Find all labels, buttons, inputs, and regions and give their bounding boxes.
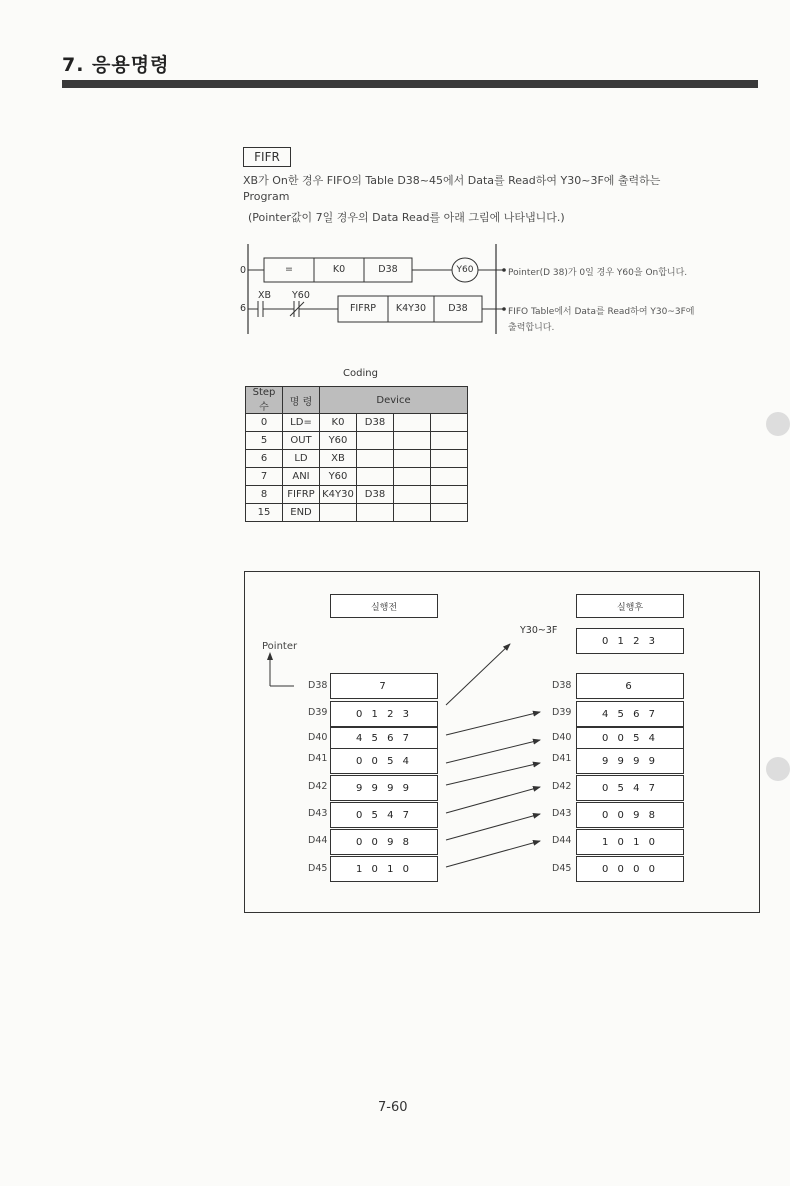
cell-device xyxy=(431,450,468,468)
cell-device xyxy=(357,504,394,522)
after-reg: D41 xyxy=(552,753,572,764)
cell-device xyxy=(357,432,394,450)
before-value: 0 0 5 4 xyxy=(330,748,438,774)
table-row xyxy=(246,432,468,450)
cell-device: XB xyxy=(320,450,357,468)
binder-hole-icon xyxy=(766,412,790,436)
before-value: 7 xyxy=(330,673,438,699)
cell-device xyxy=(357,450,394,468)
table-row xyxy=(246,450,468,468)
rung2-s2: D38 xyxy=(448,303,468,314)
rung1-step: 0 xyxy=(240,265,247,276)
cell-device xyxy=(394,468,431,486)
after-reg: D39 xyxy=(552,707,572,718)
after-reg: D45 xyxy=(552,863,572,874)
before-value: 0 5 4 7 xyxy=(330,802,438,828)
before-value: 4 5 6 7 xyxy=(330,727,438,749)
cell-device xyxy=(431,432,468,450)
cell-device xyxy=(431,414,468,432)
cell-inst: ANI xyxy=(283,468,320,486)
rung2-note-2: 출력합니다. xyxy=(508,323,555,333)
cell-device xyxy=(394,486,431,504)
after-reg: D42 xyxy=(552,781,572,792)
before-reg: D45 xyxy=(308,863,328,874)
description-line-3: (Pointer값이 7일 경우의 Data Read를 아래 그림에 나타냅니다.) xyxy=(248,211,565,224)
rung1-op: = xyxy=(285,264,293,275)
cell-device: D38 xyxy=(357,486,394,504)
coding-header-inst: 명 령 xyxy=(283,387,320,414)
cell-step: 6 xyxy=(246,450,283,468)
rung2-note-1: FIFO Table에서 Data를 Read하여 Y30~3F에 xyxy=(508,307,695,317)
page-number: 7-60 xyxy=(378,1100,408,1115)
before-reg: D39 xyxy=(308,707,328,718)
output-label: Y30~3F xyxy=(520,625,558,636)
cell-device xyxy=(394,504,431,522)
after-reg: D38 xyxy=(552,680,572,691)
shift-arrows xyxy=(440,630,580,880)
cell-device xyxy=(431,468,468,486)
cell-step: 8 xyxy=(246,486,283,504)
cell-inst: LD= xyxy=(283,414,320,432)
cell-device: Y60 xyxy=(320,468,357,486)
coding-title: Coding xyxy=(343,368,378,379)
cell-device: K0 xyxy=(320,414,357,432)
after-value: 6 xyxy=(576,673,684,699)
rung2-s1: K4Y30 xyxy=(395,303,427,314)
table-row xyxy=(246,468,468,486)
table-row xyxy=(246,414,468,432)
rung2-contact1: XB xyxy=(258,290,272,301)
output-value: 0 1 2 3 xyxy=(576,628,684,654)
cell-device xyxy=(357,468,394,486)
after-value: 9 9 9 9 xyxy=(576,748,684,774)
cell-step: 15 xyxy=(246,504,283,522)
cell-device xyxy=(394,414,431,432)
before-value: 0 0 9 8 xyxy=(330,829,438,855)
cell-step: 7 xyxy=(246,468,283,486)
ladder-diagram xyxy=(236,240,756,340)
cell-device: K4Y30 xyxy=(320,486,357,504)
after-label: 실행후 xyxy=(576,594,684,618)
rung1-note: Pointer(D 38)가 0일 경우 Y60을 On합니다. xyxy=(508,268,688,278)
cell-inst: FIFRP xyxy=(283,486,320,504)
cell-device xyxy=(320,504,357,522)
before-reg: D40 xyxy=(308,732,328,743)
coding-header-device: Device xyxy=(320,387,468,414)
after-reg: D44 xyxy=(552,835,572,846)
coding-header-step: Step수 xyxy=(246,387,283,414)
cell-device: D38 xyxy=(357,414,394,432)
rung1-coil: Y60 xyxy=(456,265,474,275)
cell-device xyxy=(394,432,431,450)
after-value: 0 0 5 4 xyxy=(576,727,684,749)
before-reg: D38 xyxy=(308,680,328,691)
description-line-2: Program xyxy=(243,190,290,203)
before-value: 9 9 9 9 xyxy=(330,775,438,801)
after-value: 0 0 9 8 xyxy=(576,802,684,828)
rung2-contact2: Y60 xyxy=(292,290,310,301)
before-reg: D41 xyxy=(308,753,328,764)
table-row xyxy=(246,486,468,504)
before-value: 1 0 1 0 xyxy=(330,856,438,882)
header-rule xyxy=(62,80,758,88)
after-value: 0 5 4 7 xyxy=(576,775,684,801)
rung2-inst: FIFRP xyxy=(349,303,377,314)
coding-table xyxy=(245,386,468,522)
after-reg: D43 xyxy=(552,808,572,819)
chapter-title: 7. 응용명령 xyxy=(62,54,170,76)
cell-device xyxy=(431,486,468,504)
rung1-s2: D38 xyxy=(378,264,398,275)
cell-device xyxy=(394,450,431,468)
before-label: 실행전 xyxy=(330,594,438,618)
before-reg: D43 xyxy=(308,808,328,819)
before-reg: D44 xyxy=(308,835,328,846)
cell-inst: LD xyxy=(283,450,320,468)
after-reg: D40 xyxy=(552,732,572,743)
cell-step: 5 xyxy=(246,432,283,450)
before-value: 0 1 2 3 xyxy=(330,701,438,727)
cell-inst: OUT xyxy=(283,432,320,450)
description-line-1: XB가 On한 경우 FIFO의 Table D38~45에서 Data를 Read하여 Y30~3F에 출력하는 xyxy=(243,174,661,187)
after-value: 0 0 0 0 xyxy=(576,856,684,882)
cell-step: 0 xyxy=(246,414,283,432)
after-value: 4 5 6 7 xyxy=(576,701,684,727)
rung2-step: 6 xyxy=(240,303,247,314)
pointer-arrow xyxy=(262,652,302,692)
cell-inst: END xyxy=(283,504,320,522)
before-reg: D42 xyxy=(308,781,328,792)
table-row xyxy=(246,504,468,522)
cell-device xyxy=(431,504,468,522)
cell-device: Y60 xyxy=(320,432,357,450)
binder-hole-icon xyxy=(766,757,790,781)
rung1-s1: K0 xyxy=(332,264,346,275)
section-tag: FIFR xyxy=(243,147,291,167)
pointer-label: Pointer xyxy=(262,641,298,652)
after-value: 1 0 1 0 xyxy=(576,829,684,855)
